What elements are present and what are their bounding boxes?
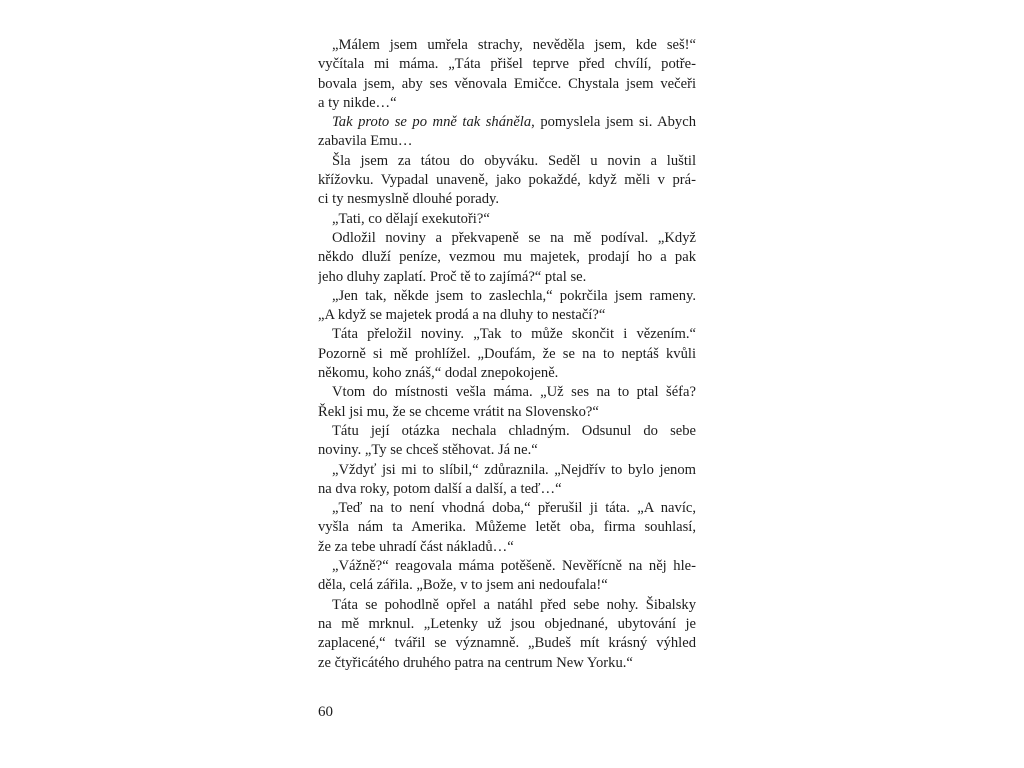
paragraph [318,557,696,596]
text-line: Táta se pohodlně opřel a natáhl před sebe nohy. Šibalsky [332,596,696,613]
text-line: „Vždyť jsi mi to slíbil,“ zdůraznila. „Nejdřív to bylo jenom [332,461,696,478]
text-line: „Tati, co dělají exekutoři?“ [332,210,490,227]
italic-thought: Tak proto se po mně tak sháněla [332,114,532,131]
text-line: bovala jsem, aby ses věnovala Emičce. Chystala jsem večeři [318,75,696,92]
text-line: „Teď na to není vhodná doba,“ přerušil ji táta. „A navíc, [332,500,696,517]
text-line: „Vážně?“ reagovala máma potěšeně. Nevěřícně na něj hle- [332,558,696,575]
text-line: Řekl jsi mu, že se chceme vrátit na Slovensko?“ [318,403,599,420]
page-number: 60 [318,704,333,720]
text-fragment: , pomyslela jsem si. Abych [531,114,696,131]
text-line: někdo dluží peníze, vezmou mu majetek, prodají ho a pak [318,249,696,266]
text-line: zabavila Emu… [318,133,413,150]
paragraph [318,383,696,422]
paragraph [318,325,696,383]
text-line [318,113,696,132]
text-line: křížovku. Vypadal unaveně, jako pokaždé, když měli v prá- [318,172,696,189]
text-line: jeho dluhy zaplatí. Proč tě to zajímá?“ ptal se. [318,268,587,285]
text-line: vyšla nám ta Amerika. Můžeme letět oba, firma souhlasí, [318,519,696,536]
paragraph [318,152,696,210]
book-page [318,36,696,736]
text-line: ci ty nesmyslně dlouhé porady. [318,191,500,208]
text-line: někomu, koho znáš,“ dodal znepokojeně. [318,365,559,382]
paragraph [318,461,696,500]
paragraph [318,287,696,326]
text-line: že za tebe uhradí část nákladů…“ [318,538,514,555]
text-line: „A když se majetek prodá a na dluhy to nestačí?“ [318,307,606,324]
page-text [318,36,696,673]
text-line: „Málem jsem umřela strachy, nevěděla jsem, kde seš!“ [332,37,696,53]
paragraph [318,36,696,113]
text-line: „Jen tak, někde jsem to zaslechla,“ pokrčila jsem rameny. [332,287,696,304]
paragraph [318,210,696,229]
text-line: Pozorně si mě prohlížel. „Doufám, že se na to neptáš kvůli [318,345,696,362]
text-line: a ty nikde…“ [318,94,397,111]
paragraph [318,596,696,673]
text-line: noviny. „Ty se chceš stěhovat. Já ne.“ [318,442,538,459]
paragraph [318,113,696,152]
text-line: Tátu její otázka nechala chladným. Odsunul do sebe [332,422,696,439]
text-line: Táta přeložil noviny. „Tak to může skončit i vězením.“ [332,326,696,343]
text-line: Vtom do místnosti vešla máma. „Už ses na to ptal šéfa? [332,384,696,401]
paragraph [318,422,696,461]
paragraph [318,229,696,287]
text-line: ze čtyřicátého druhého patra na centrum New Yorku.“ [318,654,633,671]
text-line: zaplacené,“ tvářil se významně. „Budeš mít krásný výhled [318,635,696,652]
text-line: Odložil noviny a překvapeně se na mě podíval. „Když [332,229,696,246]
text-line: Šla jsem za tátou do obyváku. Seděl u novin a luštil [332,152,696,169]
text-line: vyčítala mi máma. „Táta přišel teprve před chvílí, potře- [318,56,696,73]
text-line: na dva roky, potom další a další, a teď…“ [318,480,562,497]
text-line: děla, celá zářila. „Bože, v to jsem ani nedoufala!“ [318,577,608,594]
text-line: na mě mrknul. „Letenky už jsou objednané, ubytování je [318,615,696,632]
paragraph [318,499,696,557]
